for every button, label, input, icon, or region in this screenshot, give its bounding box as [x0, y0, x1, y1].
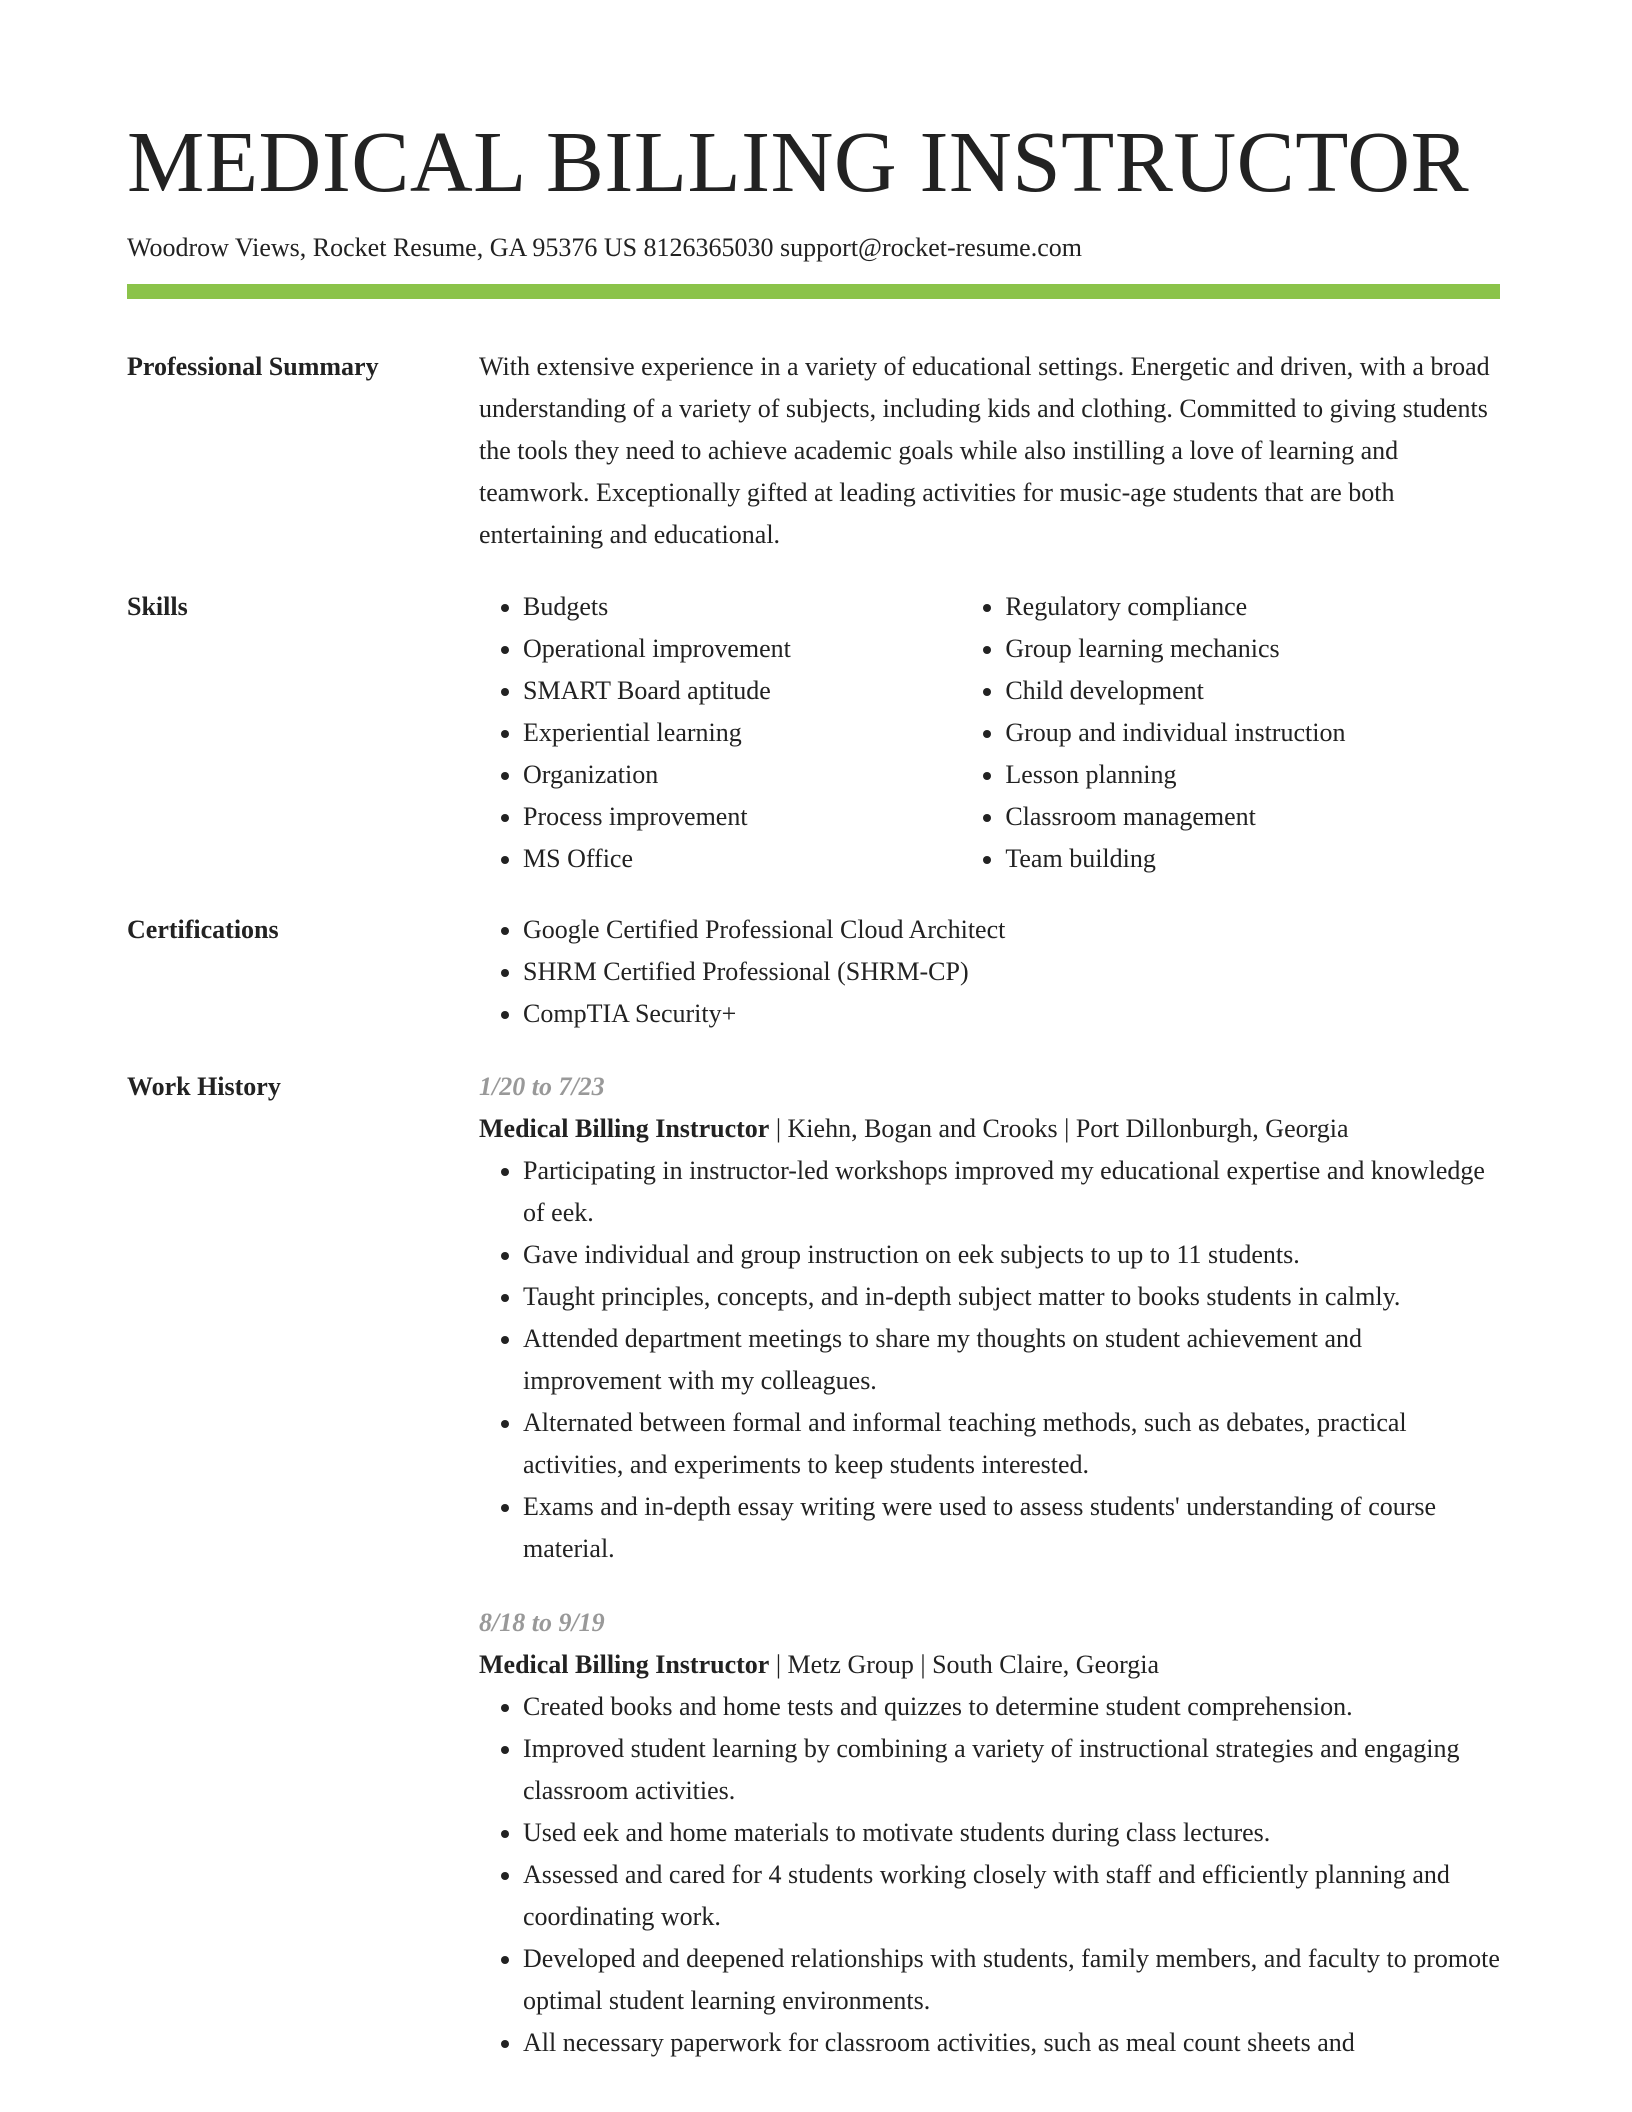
skill-item: • Group and individual instruction [1005, 712, 1500, 754]
job-entry [479, 1602, 1500, 2064]
job-title: Medical Billing Instructor [479, 1650, 770, 1679]
job-bullet: • Alternated between formal and informal teaching methods, such as debates, practical activities, and experiments to keep students interested. [523, 1402, 1500, 1486]
skill-item: • Experiential learning [523, 712, 961, 754]
skill-item: • Operational improvement [523, 628, 961, 670]
skills-column-left [479, 586, 961, 880]
summary-text: With extensive experience in a variety of educational settings. Energetic and driven, with a broad understanding of a variety of subjects, including kids and clothing. Committed to giving students the tools they need to achieve academic goals while also instilling a love of learning and teamwork. Exceptionally gifted at leading activities for music-age students that are both entertaining and educational. [479, 352, 1490, 549]
skills-heading: Skills [127, 592, 188, 621]
certifications-list [479, 909, 1500, 1035]
work-history-body [479, 1066, 1500, 2064]
skill-item: • Classroom management [1005, 796, 1500, 838]
skill-item: • Regulatory compliance [1005, 586, 1500, 628]
job-details: | Kiehn, Bogan and Crooks | Port Dillonburgh, Georgia [769, 1114, 1349, 1143]
job-bullet: • Gave individual and group instruction on eek subjects to up to 11 students. [523, 1234, 1500, 1276]
skill-item: • Process improvement [523, 796, 961, 838]
work-history-heading: Work History [127, 1072, 281, 1101]
resume-title: MEDICAL BILLING INSTRUCTOR [127, 113, 1470, 210]
summary-body [479, 346, 1500, 556]
skill-item: • Group learning mechanics [1005, 628, 1500, 670]
job-bullets [479, 1686, 1500, 2064]
skill-item: • Lesson planning [1005, 754, 1500, 796]
skill-item: • MS Office [523, 838, 961, 880]
skill-item: • Organization [523, 754, 961, 796]
skill-item: • Child development [1005, 670, 1500, 712]
contact-info: Woodrow Views, Rocket Resume, GA 95376 US 8126365030 support@rocket-resume.com [127, 233, 1082, 262]
skill-item: • Team building [1005, 838, 1500, 880]
job-dates: 1/20 to 7/23 [479, 1072, 605, 1101]
job-bullets [479, 1150, 1500, 1570]
job-bullet: • Participating in instructor-led workshops improved my educational expertise and knowledge of eek. [523, 1150, 1500, 1234]
summary-heading: Professional Summary [127, 352, 379, 381]
job-bullet: • Exams and in-depth essay writing were used to assess students' understanding of course material. [523, 1486, 1500, 1570]
certification-item: • Google Certified Professional Cloud Architect [523, 909, 1500, 951]
certification-item: • CompTIA Security+ [523, 993, 1500, 1035]
job-bullet: • All necessary paperwork for classroom activities, such as meal count sheets and [523, 2022, 1500, 2064]
job-heading [479, 1644, 1500, 1686]
certifications-body [479, 909, 1500, 1035]
job-bullet: • Improved student learning by combining a variety of instructional strategies and engaging classroom activities. [523, 1728, 1500, 1812]
accent-divider [127, 284, 1500, 299]
skills-list [479, 586, 1500, 880]
job-heading [479, 1108, 1500, 1150]
job-details: | Metz Group | South Claire, Georgia [769, 1650, 1160, 1679]
certification-item: • SHRM Certified Professional (SHRM-CP) [523, 951, 1500, 993]
job-entry [479, 1066, 1500, 1570]
job-title: Medical Billing Instructor [479, 1114, 770, 1143]
job-bullet: • Assessed and cared for 4 students working closely with staff and efficiently planning and coordinating work. [523, 1854, 1500, 1938]
skill-item: • SMART Board aptitude [523, 670, 961, 712]
job-dates: 8/18 to 9/19 [479, 1608, 605, 1637]
job-bullet: • Taught principles, concepts, and in-depth subject matter to books students in calmly. [523, 1276, 1500, 1318]
job-bullet: • Used eek and home materials to motivate students during class lectures. [523, 1812, 1500, 1854]
skill-item: • Budgets [523, 586, 961, 628]
job-bullet: • Attended department meetings to share my thoughts on student achievement and improvement with my colleagues. [523, 1318, 1500, 1402]
job-bullet: • Created books and home tests and quizzes to determine student comprehension. [523, 1686, 1500, 1728]
certifications-heading: Certifications [127, 915, 279, 944]
skills-column-right [961, 586, 1500, 880]
job-bullet: • Developed and deepened relationships with students, family members, and faculty to promote optimal student learning environments. [523, 1938, 1500, 2022]
